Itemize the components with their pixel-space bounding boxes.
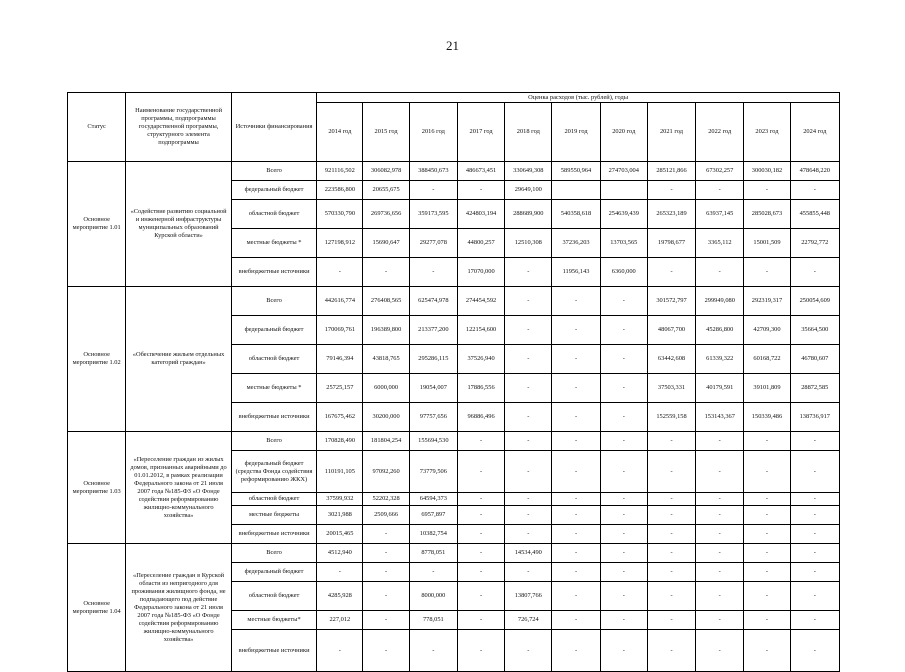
value-cell: 196389,800: [363, 316, 409, 345]
value-cell: -: [647, 563, 695, 582]
header-year: 2016 год: [409, 103, 457, 162]
header-year: 2023 год: [744, 103, 790, 162]
value-cell: -: [600, 403, 647, 432]
status-cell: Основное мероприятие 1.04: [68, 544, 126, 672]
value-cell: -: [696, 630, 744, 672]
value-cell: 138736,917: [790, 403, 839, 432]
funding-source-cell: внебюджетные источники: [231, 258, 316, 287]
value-cell: 97757,656: [409, 403, 457, 432]
value-cell: -: [363, 525, 409, 544]
value-cell: -: [600, 287, 647, 316]
value-cell: -: [552, 287, 600, 316]
value-cell: 3365,112: [696, 229, 744, 258]
value-cell: -: [790, 451, 839, 493]
value-cell: -: [790, 563, 839, 582]
value-cell: 295286,115: [409, 345, 457, 374]
funding-source-cell: федеральный бюджет (средства Фонда содействия реформированию ЖКХ): [231, 451, 316, 493]
value-cell: -: [600, 316, 647, 345]
value-cell: -: [790, 181, 839, 200]
value-cell: 73779,506: [409, 451, 457, 493]
value-cell: -: [600, 544, 647, 563]
header-estimate: Оценка расходов (тыс. рублей), годы: [317, 93, 840, 103]
value-cell: -: [457, 432, 504, 451]
value-cell: -: [696, 506, 744, 525]
funding-source-cell: областной бюджет: [231, 200, 316, 229]
value-cell: -: [600, 506, 647, 525]
value-cell: 388450,673: [409, 162, 457, 181]
value-cell: 4285,928: [317, 582, 363, 611]
value-cell: -: [600, 525, 647, 544]
value-cell: 42709,300: [744, 316, 790, 345]
value-cell: -: [696, 493, 744, 506]
value-cell: 288689,900: [505, 200, 552, 229]
value-cell: -: [552, 493, 600, 506]
value-cell: -: [600, 493, 647, 506]
value-cell: -: [552, 544, 600, 563]
value-cell: -: [647, 181, 695, 200]
value-cell: 3021,988: [317, 506, 363, 525]
status-cell: Основное мероприятие 1.01: [68, 162, 126, 287]
value-cell: 11956,143: [552, 258, 600, 287]
funding-source-cell: федеральный бюджет: [231, 181, 316, 200]
value-cell: -: [317, 258, 363, 287]
header-year: 2022 год: [696, 103, 744, 162]
value-cell: -: [696, 451, 744, 493]
value-cell: 43818,765: [363, 345, 409, 374]
value-cell: -: [552, 432, 600, 451]
header-name: Наименование государственной программы, подпрограммы государственной программы, структурного элемента подпрограммы: [126, 93, 232, 162]
value-cell: 17886,556: [457, 374, 504, 403]
value-cell: -: [696, 432, 744, 451]
value-cell: -: [790, 544, 839, 563]
value-cell: -: [552, 611, 600, 630]
value-cell: 10382,754: [409, 525, 457, 544]
value-cell: -: [790, 432, 839, 451]
value-cell: -: [363, 563, 409, 582]
header-year: 2015 год: [363, 103, 409, 162]
value-cell: 213377,200: [409, 316, 457, 345]
value-cell: 15690,647: [363, 229, 409, 258]
value-cell: -: [696, 181, 744, 200]
value-cell: 276408,565: [363, 287, 409, 316]
value-cell: 15001,509: [744, 229, 790, 258]
program-name-cell: «Переселение граждан из жилых домов, признанных аварийными до 01.01.2012, в рамках реализации Федерального закона от 21 июля 2007 года №185-ФЗ «О Фонде содействия реформированию жилищно-коммунального хозяйства»: [126, 432, 232, 544]
value-cell: -: [744, 525, 790, 544]
value-cell: 570330,790: [317, 200, 363, 229]
value-cell: 330649,308: [505, 162, 552, 181]
table-row: [68, 544, 840, 563]
value-cell: 28872,585: [790, 374, 839, 403]
value-cell: [600, 181, 647, 200]
value-cell: -: [505, 345, 552, 374]
value-cell: -: [647, 525, 695, 544]
value-cell: 97092,260: [363, 451, 409, 493]
header-year: 2017 год: [457, 103, 504, 162]
value-cell: 306082,978: [363, 162, 409, 181]
funding-source-cell: областной бюджет: [231, 493, 316, 506]
value-cell: 300030,182: [744, 162, 790, 181]
value-cell: -: [696, 525, 744, 544]
value-cell: -: [552, 316, 600, 345]
value-cell: 37599,932: [317, 493, 363, 506]
header-year: 2019 год: [552, 103, 600, 162]
value-cell: -: [505, 432, 552, 451]
value-cell: -: [363, 630, 409, 672]
value-cell: 127198,912: [317, 229, 363, 258]
value-cell: -: [552, 525, 600, 544]
value-cell: -: [317, 630, 363, 672]
value-cell: 2509,666: [363, 506, 409, 525]
value-cell: 424803,194: [457, 200, 504, 229]
value-cell: -: [790, 630, 839, 672]
value-cell: 299949,080: [696, 287, 744, 316]
value-cell: -: [552, 582, 600, 611]
value-cell: -: [552, 563, 600, 582]
value-cell: -: [363, 582, 409, 611]
value-cell: 8778,051: [409, 544, 457, 563]
value-cell: 14534,490: [505, 544, 552, 563]
funding-source-cell: внебюджетные источники: [231, 403, 316, 432]
header-status: Статус: [68, 93, 126, 162]
value-cell: 20655,675: [363, 181, 409, 200]
value-cell: 20015,465: [317, 525, 363, 544]
value-cell: 301572,797: [647, 287, 695, 316]
value-cell: 152559,158: [647, 403, 695, 432]
value-cell: 726,724: [505, 611, 552, 630]
value-cell: 181804,254: [363, 432, 409, 451]
value-cell: 778,051: [409, 611, 457, 630]
value-cell: 63442,608: [647, 345, 695, 374]
header-year: 2018 год: [505, 103, 552, 162]
value-cell: 25725,157: [317, 374, 363, 403]
header-sources: Источники финансирования: [231, 93, 316, 162]
value-cell: -: [552, 630, 600, 672]
value-cell: 46780,607: [790, 345, 839, 374]
value-cell: -: [647, 582, 695, 611]
value-cell: -: [647, 544, 695, 563]
value-cell: 486673,451: [457, 162, 504, 181]
value-cell: -: [744, 181, 790, 200]
value-cell: -: [505, 403, 552, 432]
value-cell: -: [647, 493, 695, 506]
value-cell: -: [696, 544, 744, 563]
value-cell: -: [552, 374, 600, 403]
value-cell: 45286,800: [696, 316, 744, 345]
value-cell: 167675,462: [317, 403, 363, 432]
value-cell: 110191,105: [317, 451, 363, 493]
funding-source-cell: местные бюджеты*: [231, 611, 316, 630]
program-name-cell: «Обеспечение жильем отдельных категорий граждан»: [126, 287, 232, 432]
value-cell: -: [600, 451, 647, 493]
value-cell: 13807,766: [505, 582, 552, 611]
value-cell: 254639,439: [600, 200, 647, 229]
value-cell: -: [505, 374, 552, 403]
value-cell: -: [457, 181, 504, 200]
value-cell: -: [457, 493, 504, 506]
value-cell: 44800,257: [457, 229, 504, 258]
value-cell: 455855,448: [790, 200, 839, 229]
value-cell: 153143,367: [696, 403, 744, 432]
value-cell: -: [363, 611, 409, 630]
value-cell: [552, 181, 600, 200]
value-cell: -: [505, 563, 552, 582]
value-cell: 17070,000: [457, 258, 504, 287]
value-cell: 29649,100: [505, 181, 552, 200]
value-cell: -: [744, 493, 790, 506]
budget-table: [67, 92, 840, 672]
value-cell: -: [552, 403, 600, 432]
value-cell: 35664,500: [790, 316, 839, 345]
value-cell: 67302,257: [696, 162, 744, 181]
value-cell: 150339,486: [744, 403, 790, 432]
value-cell: 6957,897: [409, 506, 457, 525]
value-cell: -: [457, 525, 504, 544]
value-cell: -: [647, 630, 695, 672]
value-cell: -: [744, 582, 790, 611]
header-year: 2024 год: [790, 103, 839, 162]
value-cell: -: [457, 506, 504, 525]
value-cell: 170828,490: [317, 432, 363, 451]
value-cell: -: [505, 451, 552, 493]
value-cell: -: [744, 451, 790, 493]
program-name-cell: «Переселение граждан в Курской области из непригодного для проживания жилищного фонда, не подпадающего под действие Федерального закона от 21 июля 2007 года №185-ФЗ «О Фонде содействия реформированию жилищно-коммунального хозяйства»: [126, 544, 232, 672]
value-cell: 61339,322: [696, 345, 744, 374]
value-cell: -: [457, 563, 504, 582]
program-name-cell: «Содействие развитию социальной и инженерной инфраструктуры муниципальных образований Курской области»: [126, 162, 232, 287]
value-cell: 22792,772: [790, 229, 839, 258]
header-year: 2021 год: [647, 103, 695, 162]
value-cell: -: [600, 630, 647, 672]
value-cell: 285121,866: [647, 162, 695, 181]
value-cell: 8000,000: [409, 582, 457, 611]
value-cell: -: [744, 563, 790, 582]
value-cell: 37236,203: [552, 229, 600, 258]
funding-source-cell: местные бюджеты: [231, 506, 316, 525]
value-cell: -: [600, 374, 647, 403]
value-cell: 39101,809: [744, 374, 790, 403]
value-cell: -: [600, 345, 647, 374]
value-cell: -: [505, 630, 552, 672]
value-cell: -: [744, 432, 790, 451]
funding-source-cell: внебюджетные источники: [231, 630, 316, 672]
value-cell: -: [790, 525, 839, 544]
value-cell: 79146,394: [317, 345, 363, 374]
value-cell: 6000,000: [363, 374, 409, 403]
value-cell: 19054,007: [409, 374, 457, 403]
value-cell: -: [744, 544, 790, 563]
value-cell: -: [744, 506, 790, 525]
funding-source-cell: Всего: [231, 544, 316, 563]
value-cell: 223586,800: [317, 181, 363, 200]
value-cell: -: [457, 544, 504, 563]
value-cell: 274703,004: [600, 162, 647, 181]
value-cell: -: [552, 345, 600, 374]
value-cell: -: [696, 258, 744, 287]
funding-source-cell: областной бюджет: [231, 345, 316, 374]
value-cell: 37526,940: [457, 345, 504, 374]
value-cell: 269736,656: [363, 200, 409, 229]
value-cell: 442616,774: [317, 287, 363, 316]
value-cell: 285028,673: [744, 200, 790, 229]
value-cell: -: [647, 432, 695, 451]
table-row: [68, 432, 840, 451]
value-cell: -: [409, 258, 457, 287]
value-cell: 6360,000: [600, 258, 647, 287]
funding-source-cell: местные бюджеты *: [231, 229, 316, 258]
value-cell: -: [744, 630, 790, 672]
value-cell: 12510,308: [505, 229, 552, 258]
value-cell: -: [363, 544, 409, 563]
value-cell: -: [409, 181, 457, 200]
value-cell: 13703,565: [600, 229, 647, 258]
value-cell: -: [647, 506, 695, 525]
value-cell: 64594,373: [409, 493, 457, 506]
funding-source-cell: внебюджетные источники: [231, 525, 316, 544]
funding-source-cell: федеральный бюджет: [231, 563, 316, 582]
value-cell: -: [600, 432, 647, 451]
value-cell: -: [600, 611, 647, 630]
header-year: 2020 год: [600, 103, 647, 162]
value-cell: -: [505, 287, 552, 316]
value-cell: 250054,609: [790, 287, 839, 316]
funding-source-cell: федеральный бюджет: [231, 316, 316, 345]
value-cell: -: [647, 611, 695, 630]
value-cell: -: [647, 451, 695, 493]
value-cell: -: [457, 582, 504, 611]
value-cell: -: [744, 258, 790, 287]
value-cell: 625474,978: [409, 287, 457, 316]
value-cell: -: [696, 611, 744, 630]
table-body: [68, 162, 840, 672]
value-cell: -: [696, 582, 744, 611]
value-cell: 96886,496: [457, 403, 504, 432]
value-cell: -: [363, 258, 409, 287]
funding-source-cell: областной бюджет: [231, 582, 316, 611]
value-cell: -: [505, 525, 552, 544]
value-cell: -: [600, 582, 647, 611]
page-number: 21: [446, 38, 459, 53]
value-cell: -: [457, 611, 504, 630]
value-cell: -: [317, 563, 363, 582]
value-cell: -: [505, 506, 552, 525]
value-cell: 589550,964: [552, 162, 600, 181]
table-row: [68, 287, 840, 316]
value-cell: 921116,502: [317, 162, 363, 181]
value-cell: 155694,530: [409, 432, 457, 451]
value-cell: 274454,592: [457, 287, 504, 316]
value-cell: -: [790, 493, 839, 506]
funding-source-cell: местные бюджеты *: [231, 374, 316, 403]
value-cell: -: [647, 258, 695, 287]
value-cell: -: [600, 563, 647, 582]
value-cell: 359173,595: [409, 200, 457, 229]
value-cell: -: [790, 611, 839, 630]
funding-source-cell: Всего: [231, 162, 316, 181]
value-cell: 4512,940: [317, 544, 363, 563]
value-cell: 265323,189: [647, 200, 695, 229]
value-cell: 227,012: [317, 611, 363, 630]
value-cell: 63937,145: [696, 200, 744, 229]
value-cell: 37503,331: [647, 374, 695, 403]
value-cell: 30200,000: [363, 403, 409, 432]
value-cell: 122154,600: [457, 316, 504, 345]
value-cell: 29277,078: [409, 229, 457, 258]
value-cell: -: [790, 506, 839, 525]
table-row: [68, 162, 840, 181]
value-cell: -: [457, 630, 504, 672]
status-cell: Основное мероприятие 1.02: [68, 287, 126, 432]
value-cell: 48067,700: [647, 316, 695, 345]
value-cell: -: [505, 493, 552, 506]
value-cell: -: [790, 258, 839, 287]
value-cell: -: [505, 316, 552, 345]
value-cell: 60168,722: [744, 345, 790, 374]
value-cell: -: [409, 563, 457, 582]
value-cell: -: [696, 563, 744, 582]
funding-source-cell: Всего: [231, 432, 316, 451]
funding-source-cell: Всего: [231, 287, 316, 316]
value-cell: 52202,328: [363, 493, 409, 506]
value-cell: -: [552, 506, 600, 525]
value-cell: -: [505, 258, 552, 287]
value-cell: 40179,591: [696, 374, 744, 403]
value-cell: -: [457, 451, 504, 493]
value-cell: 478648,220: [790, 162, 839, 181]
value-cell: -: [790, 582, 839, 611]
value-cell: 19798,677: [647, 229, 695, 258]
header-year: 2014 год: [317, 103, 363, 162]
status-cell: Основное мероприятие 1.03: [68, 432, 126, 544]
value-cell: -: [409, 630, 457, 672]
value-cell: 292319,317: [744, 287, 790, 316]
value-cell: -: [744, 611, 790, 630]
value-cell: 170069,761: [317, 316, 363, 345]
value-cell: 540358,618: [552, 200, 600, 229]
value-cell: -: [552, 451, 600, 493]
